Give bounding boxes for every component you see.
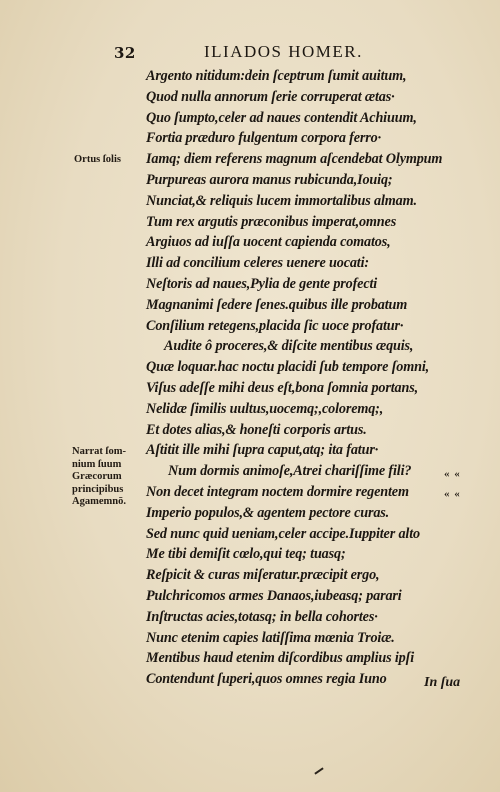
verse-text xyxy=(146,66,476,690)
margin-note-line: Agamemnō. xyxy=(72,496,126,507)
verse-line: Illi ad concilium celeres uenere uocati: xyxy=(146,255,369,272)
verse-line: Et dotes alias,& honeſti corporis artus. xyxy=(146,421,367,438)
verse-line: Inſtructas acies,totasq; in bella cohortes· xyxy=(146,608,378,625)
verse-line: Quod nulla annorum ſerie corruperat ætas· xyxy=(146,88,395,105)
margin-note-line: Narrat ſom- xyxy=(72,446,126,457)
verse-line: Argiuos ad iuſſa uocent capienda comatos, xyxy=(146,234,391,251)
verse-line: Pulchricomos armes Danaos,iubeasq; parari xyxy=(146,587,402,604)
verse-line: Aſtitit ille mihi ſupra caput,atq; ita fatur· xyxy=(146,442,379,459)
page-number: 32 xyxy=(114,44,136,62)
verse-line: Magnanimi ſedere ſenes.quibus ille probatum xyxy=(146,296,408,313)
margin-note-line: Græcorum xyxy=(72,471,122,482)
verse-line: Iamq; diem referens magnum aſcendebat Olympum xyxy=(146,151,443,168)
verse-line: Nunciat,& reliquis lucem immortalibus almam. xyxy=(146,192,417,209)
verse-line: Sed nunc quid ueniam,celer accipe.Iuppiter alto xyxy=(146,525,420,542)
quotation-mark: « « xyxy=(444,468,461,480)
page-header xyxy=(0,42,500,66)
verse-line: Reſpicit & curas miſeratur.præcipit ergo, xyxy=(146,567,380,584)
verse-line: Tum rex argutis præconibus imperat,omnes xyxy=(146,213,397,230)
verse-line: Num dormis animoſe,Atrei chariſſime fili? xyxy=(168,463,412,480)
verse-line: Non decet integram noctem dormire regentem xyxy=(146,483,409,500)
verse-line: Audite ô proceres,& diſcite mentibus æquis, xyxy=(164,338,414,355)
verse-line: Contendunt ſuperi,quos omnes regia Iuno xyxy=(146,671,387,688)
verse-line: Neſtoris ad naues,Pylia de gente profecti xyxy=(146,275,378,292)
verse-line: Fortia præduro fulgentum corpora ferro· xyxy=(146,130,381,147)
verse-line: Imperio populos,& agentem pectore curas. xyxy=(146,504,390,521)
margin-note-narrat xyxy=(72,446,144,509)
verse-line: Quæ loquar.hac noctu placidi ſub tempore ſomni, xyxy=(146,359,430,376)
quotation-mark: « « xyxy=(444,488,461,500)
margin-note-ortus: Ortus ſolis xyxy=(74,154,121,165)
verse-line: Mentibus haud etenim diſcordibus amplius ipſi xyxy=(146,650,414,667)
verse-line: Conſilium retegens,placida ſic uoce profatur· xyxy=(146,317,404,334)
ink-mark xyxy=(314,767,323,774)
verse-line: Nelidæ ſimilis uultus,uocemq;,coloremq;, xyxy=(146,400,384,417)
margin-note-line: principibus xyxy=(72,483,124,495)
catchword: In ſua xyxy=(424,675,461,690)
verse-line: Quo ſumpto,celer ad naues contendit Achiuum, xyxy=(146,109,417,126)
verse-line: Argento nitidum:dein ſceptrum ſumit auitum, xyxy=(146,68,407,84)
running-title: ILIADOS HOMER. xyxy=(204,42,363,61)
verse-line: Nunc etenim capies latiſſima mœnia Troiæ. xyxy=(146,629,395,646)
margin-note-line: nium ſuum xyxy=(72,458,122,470)
verse-line: Me tibi demiſit cœlo,qui teq; tuasq; xyxy=(146,546,346,563)
verse-line: Viſus adeſſe mihi deus eſt,bona ſomnia portans, xyxy=(146,379,418,396)
verse-line: Purpureas aurora manus rubicunda,Iouiq; xyxy=(146,171,393,188)
